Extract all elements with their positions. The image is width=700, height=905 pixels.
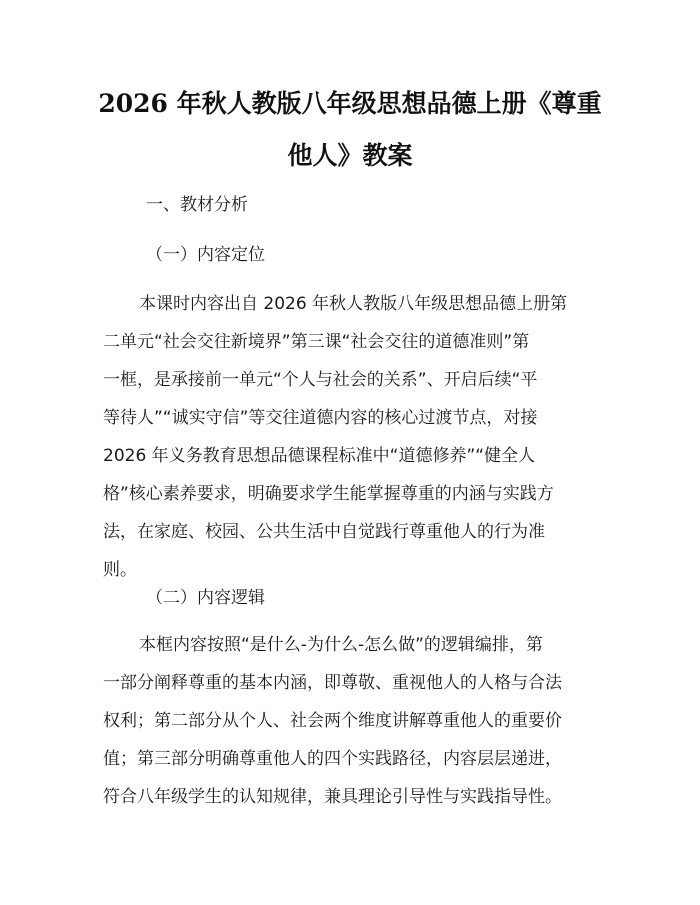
title-line: 他人》教案 bbox=[287, 141, 413, 170]
paragraph-line: 权利；第二部分从个人、社会两个维度讲解尊重他人的重要价 bbox=[103, 711, 562, 731]
paragraph-content-position bbox=[103, 285, 598, 589]
paragraph-line: 一部分阐释尊重的基本内涵，即尊敬、重视他人的人格与合法 bbox=[103, 673, 562, 693]
section-heading: 一、教材分析 bbox=[146, 195, 248, 215]
document-title bbox=[92, 78, 608, 182]
paragraph-line: 二单元“社会交往新境界”第三课“社会交往的道德准则”第 bbox=[103, 332, 530, 352]
paragraph-line: 等待人”“诚实守信”等交往道德内容的核心过渡节点，对接 bbox=[103, 408, 538, 428]
title-line: 2026 年秋人教版八年级思想品德上册《尊重 bbox=[98, 89, 602, 118]
paragraph-line: 则。 bbox=[103, 560, 137, 580]
paragraph-line: 法，在家庭、校园、公共生活中自觉践行尊重他人的行为准 bbox=[103, 522, 545, 542]
paragraph-line: 格”核心素养要求，明确要求学生能掌握尊重的内涵与实践方 bbox=[103, 484, 554, 504]
paragraph-line: 2026 年义务教育思想品德课程标准中“道德修养”“健全人 bbox=[103, 446, 536, 466]
paragraph-line: 一框，是承接前一单元“个人与社会的关系”、开启后续“平 bbox=[103, 370, 538, 390]
paragraph-line: 符合八年级学生的认知规律，兼具理论引导性与实践指导性。 bbox=[103, 787, 562, 807]
subsection-heading: （二）内容逻辑 bbox=[146, 588, 265, 608]
subsection-heading: （一）内容定位 bbox=[146, 245, 265, 265]
paragraph-content-logic bbox=[103, 626, 598, 816]
paragraph-line: 本课时内容出自 2026 年秋人教版八年级思想品德上册第 bbox=[139, 294, 568, 314]
paragraph-line: 值；第三部分明确尊重他人的四个实践路径，内容层层递进， bbox=[103, 749, 562, 769]
paragraph-line: 本框内容按照“是什么-为什么-怎么做”的逻辑编排，第 bbox=[139, 635, 543, 655]
